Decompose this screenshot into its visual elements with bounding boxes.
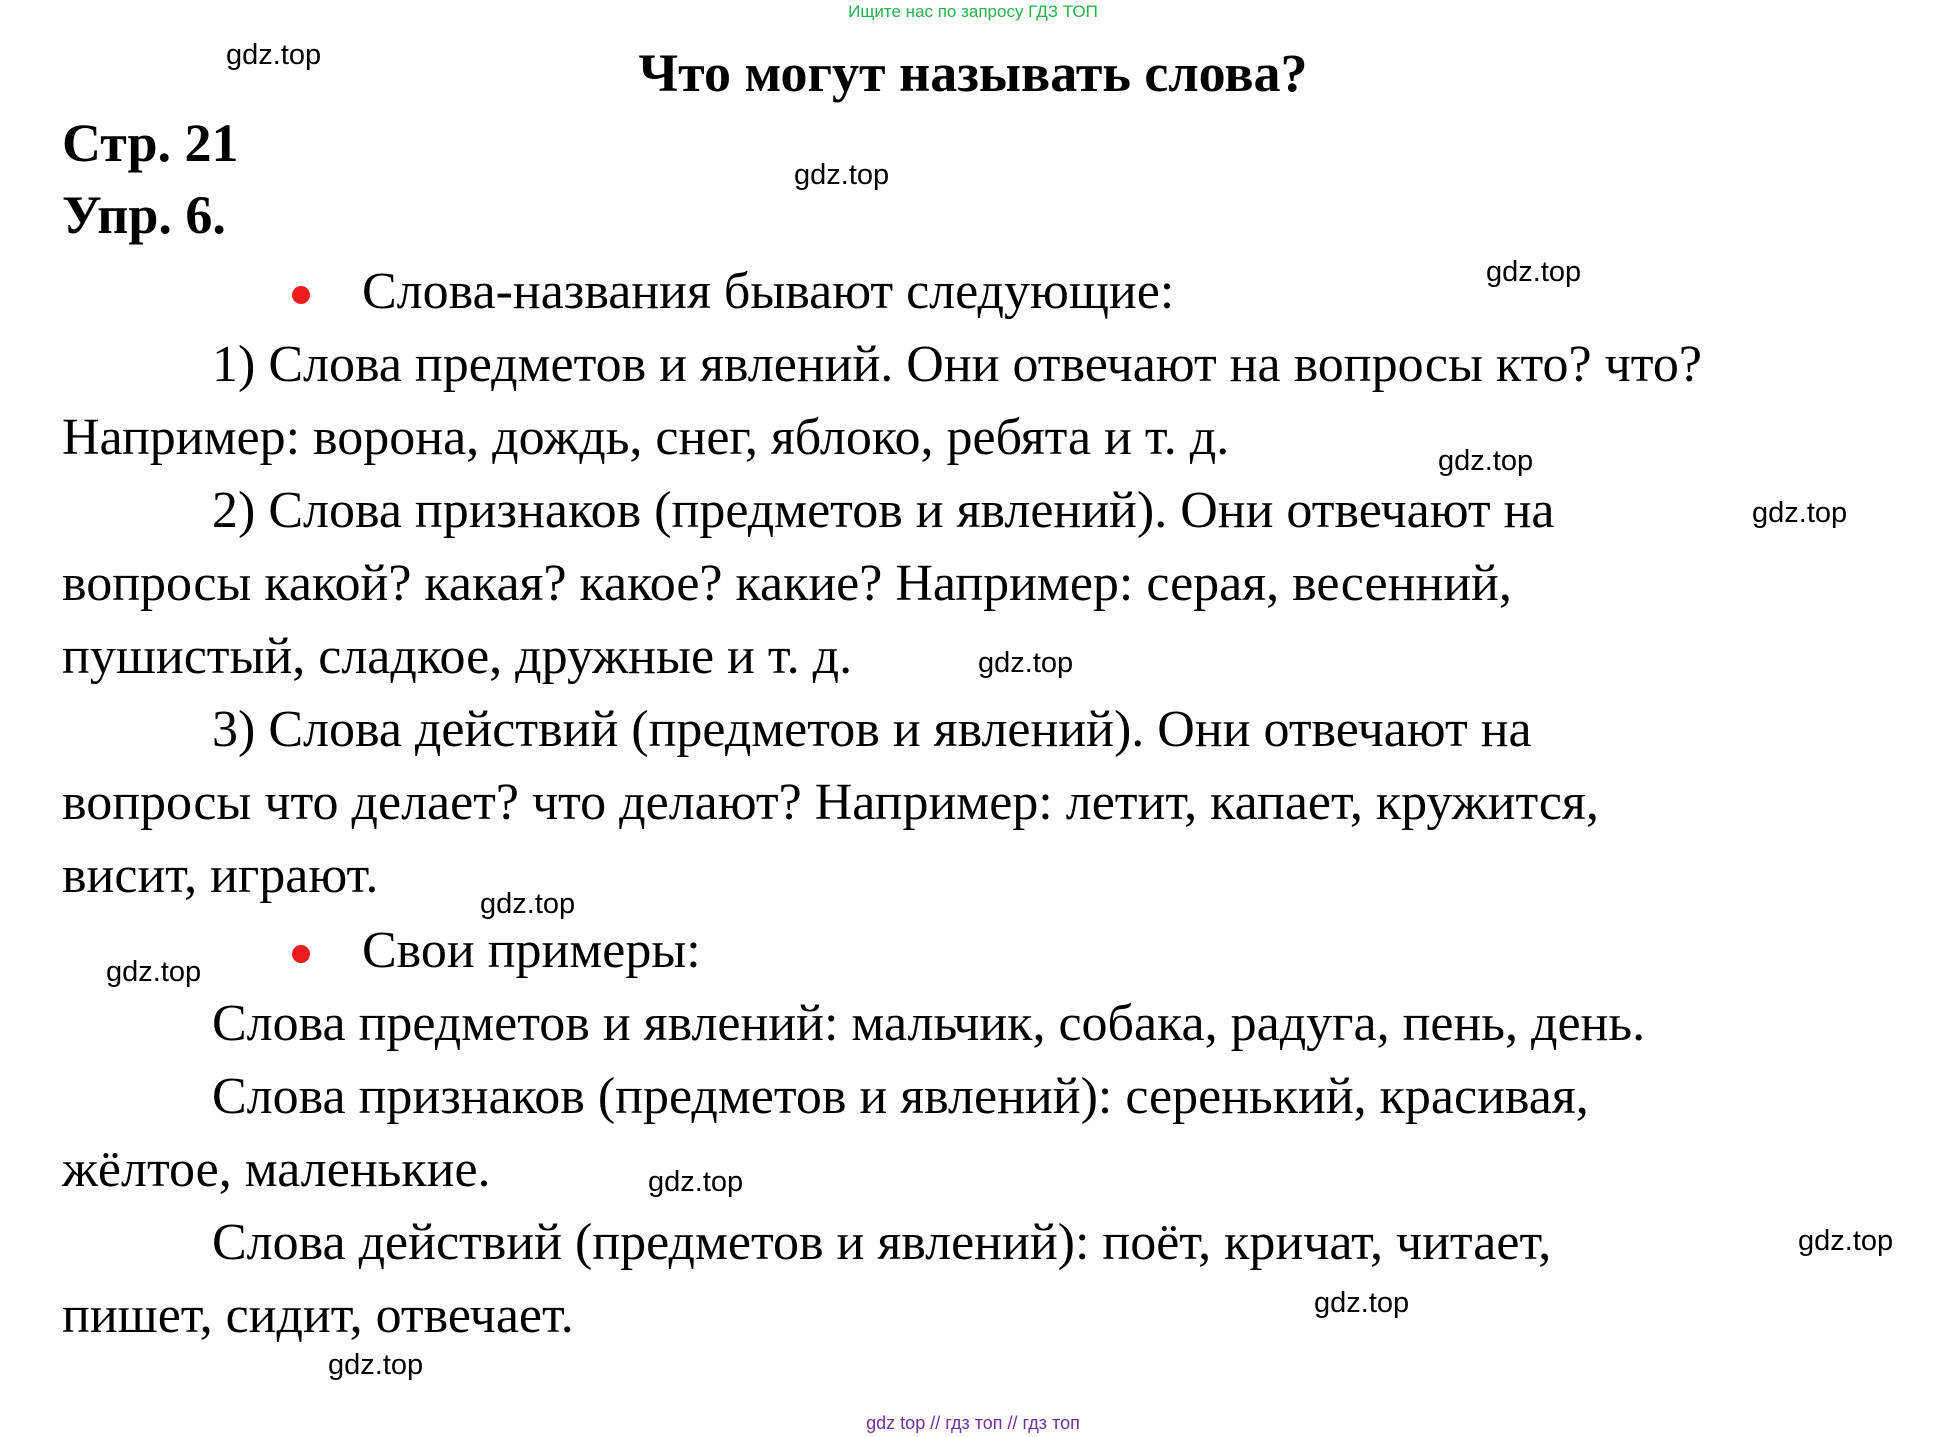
text-line: 2) Слова признаков (предметов и явлений). Они отвечают на <box>212 482 1555 539</box>
text-line: пушистый, сладкое, дружные и т. д. <box>62 628 853 685</box>
bullet-icon <box>292 945 310 963</box>
text-line: пишет, сидит, отвечает. <box>62 1287 574 1344</box>
text-line: вопросы что делает? что делают? Например: летит, капает, кружится, <box>62 774 1599 831</box>
watermark: gdz.top <box>978 647 1074 679</box>
text-line: Например: ворона, дождь, снег, яблоко, ребята и т. д. <box>62 409 1230 466</box>
watermark: gdz.top <box>226 39 322 71</box>
watermark: gdz.top <box>1314 1287 1410 1319</box>
watermark: gdz.top <box>480 888 576 920</box>
bottom-banner: gdz top // гдз топ // гдз топ <box>866 1413 1080 1433</box>
text-line: Свои примеры: <box>362 922 701 979</box>
watermark: gdz.top <box>794 159 890 191</box>
text-line: Слова-названия бывают следующие: <box>362 263 1175 320</box>
watermark: gdz.top <box>1438 445 1534 477</box>
watermark: gdz.top <box>106 956 202 988</box>
text-line: Слова признаков (предметов и явлений): серенький, красивая, <box>212 1068 1589 1125</box>
text-line: висит, играют. <box>62 847 379 904</box>
watermark: gdz.top <box>1798 1225 1894 1257</box>
text-line: 3) Слова действий (предметов и явлений). Они отвечают на <box>212 701 1532 758</box>
exercise-number: Упр. 6. <box>62 185 226 245</box>
top-banner: Ищите нас по запросу ГДЗ ТОП <box>848 2 1098 21</box>
page-title: Что могут называть слова? <box>638 43 1308 103</box>
bullet-icon <box>292 286 310 304</box>
page-reference: Стр. 21 <box>62 113 239 173</box>
watermark: gdz.top <box>1752 497 1848 529</box>
watermark: gdz.top <box>1486 256 1582 288</box>
text-line: вопросы какой? какая? какое? какие? Например: серая, весенний, <box>62 555 1512 612</box>
text-line: 1) Слова предметов и явлений. Они отвечают на вопросы кто? что? <box>212 336 1702 393</box>
watermark: gdz.top <box>648 1166 744 1198</box>
text-line: Слова действий (предметов и явлений): поёт, кричат, читает, <box>212 1214 1552 1271</box>
text-line: жёлтое, маленькие. <box>62 1141 491 1198</box>
text-line: Слова предметов и явлений: мальчик, собака, радуга, пень, день. <box>212 995 1646 1052</box>
watermark: gdz.top <box>328 1349 424 1381</box>
